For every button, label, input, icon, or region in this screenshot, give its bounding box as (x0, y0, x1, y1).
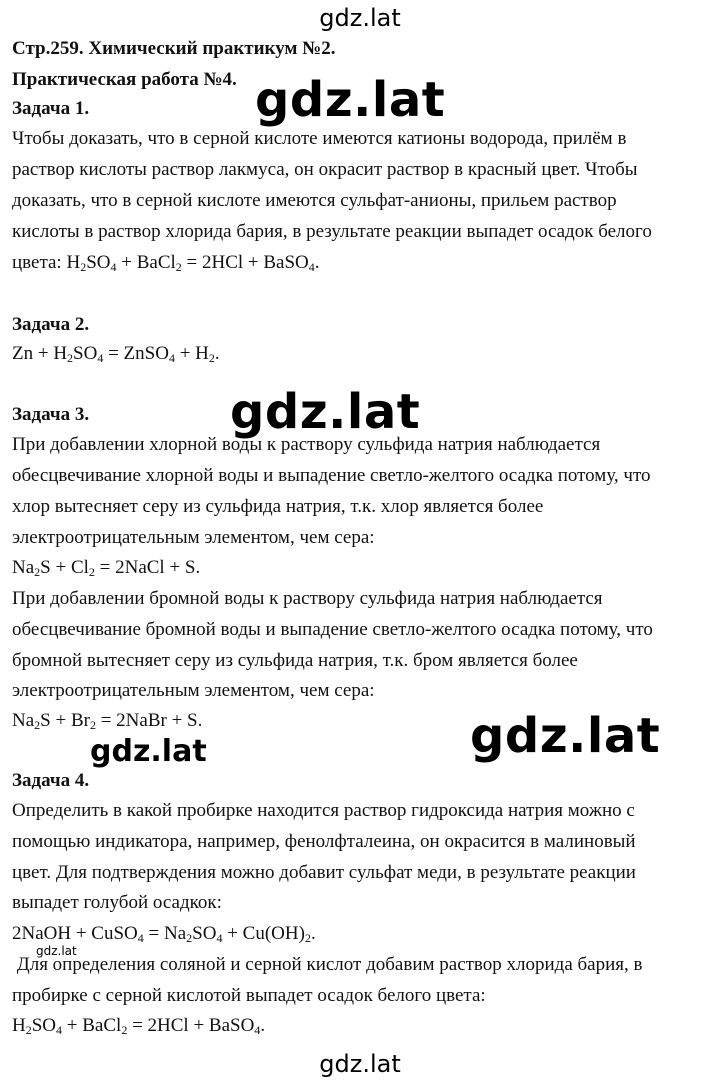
task-1-equation-line (12, 252, 320, 274)
task-4-line: Определить в какой пробирке находится раствор гидроксида натрия можно с (12, 800, 635, 821)
task-4-line: Для определения соляной и серной кислот добавим раствор хлорида бария, в (12, 954, 643, 975)
task-1-line: доказать, что в серной кислоте имеются сульфат-анионы, прильем раствор (12, 190, 617, 211)
task-3-line: хлор вытесняет серу из сульфида натрия, т.к. хлор является более (12, 496, 544, 517)
watermark-medium: gdz.lat (90, 734, 207, 769)
task-1-line: Чтобы доказать, что в серной кислоте имеются катионы водорода, прилём в (12, 128, 627, 149)
equation: $Zn + H_2SO_4$ = ZnSO$_4$ + $H_2$. (12, 343, 220, 365)
task-1-line: кислоты в раствор хлорида бария, в результате реакции выпадет осадок белого (12, 221, 652, 242)
task-3-line: обесцвечивание хлорной воды и выпадение светло-желтого осадка потому, что (12, 465, 651, 486)
watermark-large: gdz.lat (470, 708, 661, 764)
equation: $Na_2S + Cl_2$ = 2NaCl + S. (12, 557, 201, 579)
watermark-large: gdz.lat (230, 384, 421, 440)
task-3-heading: Задача 3. (12, 404, 90, 425)
equation: $Na_2S + Br_2$ = 2NaBr + S. (12, 710, 203, 732)
task-4-line: цвет. Для подтверждения можно добавит сульфат меди, в результате реакции (12, 862, 636, 883)
equation: 2NaOH + CuSO$_4$ = $Na_2SO_4 + Cu(OH)_2$. (12, 923, 316, 945)
watermark-bottom: gdz.lat (319, 1050, 401, 1078)
watermark-large: gdz.lat (255, 72, 446, 128)
task-3-line: При добавлении хлорной воды к раствору сульфида натрия наблюдается (12, 434, 601, 455)
task-2-heading: Задача 2. (12, 314, 90, 335)
task-3-line: бромной вытесняет серу из сульфида натрия, т.к. бром является более (12, 650, 578, 671)
task-1-line: раствор кислоты раствор лакмуса, он окрасит раствор в красный цвет. Чтобы (12, 159, 638, 180)
task-3-line: При добавлении бромной воды к раствору сульфида натрия наблюдается (12, 588, 603, 609)
equation-prefix: цвета: (12, 252, 67, 273)
task-4-heading: Задача 4. (12, 770, 90, 791)
page-title: Стр.259. Химический практикум №2. (12, 38, 336, 59)
task-3-line: электроотрицательным элементом, чем сера: (12, 527, 375, 548)
watermark-top: gdz.lat (319, 4, 401, 32)
page-subtitle: Практическая работа №4. (12, 69, 237, 90)
task-3-line: электроотрицательным элементом, чем сера: (12, 680, 375, 701)
task-4-line: выпадет голубой осадкок: (12, 892, 222, 913)
task-4-line: помощью индикатора, например, фенолфталеина, он окрасится в малиновый (12, 831, 636, 852)
task-1-heading: Задача 1. (12, 98, 90, 119)
task-4-line: пробирке с серной кислотой выпадет осадок белого цвета: (12, 985, 486, 1006)
equation: $H_2SO_4$ + BaCl$_2$ = 2HCl + BaSO$_4$. (12, 1015, 266, 1037)
task-3-line: обесцвечивание бромной воды и выпадение светло-желтого осадка потому, что (12, 619, 653, 640)
watermark-small: gdz.lat (36, 944, 77, 958)
equation: $H_2SO_4$ + BaCl$_2$ = 2HCl + BaSO$_4$. (66, 252, 320, 274)
